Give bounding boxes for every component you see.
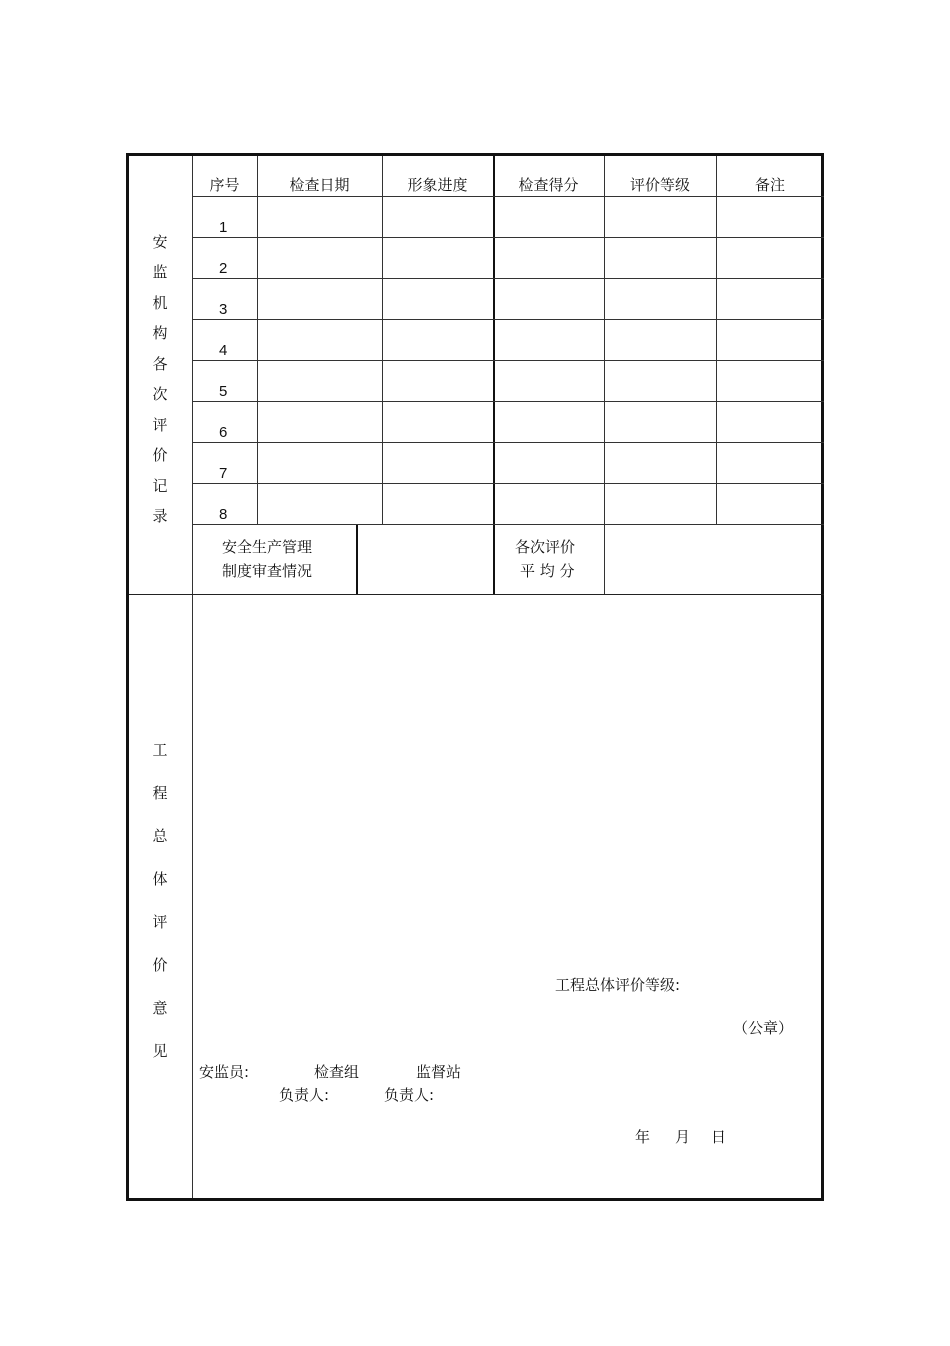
header-remark: 备注 [754, 176, 785, 194]
opinion-side-char: 体 [152, 870, 168, 888]
record-side-char: 监 [152, 263, 168, 281]
date-day: 日 [711, 1128, 727, 1146]
opinion-side-char: 总 [152, 827, 168, 845]
opinion-side-char: 意 [152, 999, 168, 1017]
row-line-7 [192, 483, 824, 484]
record-side-char: 各 [152, 355, 168, 373]
record-side-char: 次 [152, 385, 168, 403]
station-label-line1: 监督站 [416, 1063, 462, 1081]
overall-grade-label: 工程总体评价等级: [555, 976, 681, 994]
station-label-line2: 负责人: [384, 1086, 435, 1104]
row-line-4 [192, 360, 824, 361]
row-line-3 [192, 319, 824, 320]
row-number: 5 [219, 383, 228, 400]
opinion-side-char: 评 [152, 913, 168, 931]
record-side-char: 评 [152, 416, 168, 434]
row-number: 6 [219, 424, 228, 441]
row-number: 4 [219, 342, 228, 359]
record-side-char: 价 [152, 446, 168, 464]
header-bottom-line [192, 196, 824, 197]
header-progress: 形象进度 [407, 176, 468, 194]
row-line-2 [192, 278, 824, 279]
row-number: 1 [219, 219, 228, 236]
row-line-6 [192, 442, 824, 443]
date-month: 月 [675, 1128, 691, 1146]
avg-label-line2: 平 均 分 [520, 562, 575, 580]
label-column-divider [192, 156, 193, 1198]
header-seq: 序号 [209, 176, 240, 194]
col-divider-seq [257, 156, 258, 524]
record-side-char: 构 [152, 324, 168, 342]
record-side-char: 记 [152, 477, 168, 495]
record-side-char: 录 [152, 507, 168, 525]
col-divider-date [382, 156, 383, 524]
mgmt-label-line2: 制度审查情况 [222, 562, 313, 580]
group-label-line1: 检查组 [314, 1063, 360, 1081]
rows-bottom-line [192, 524, 824, 525]
mgmt-label-line1: 安全生产管理 [222, 538, 313, 556]
opinion-side-char: 见 [152, 1042, 168, 1060]
col-divider-progress [493, 156, 495, 594]
row-number: 2 [219, 260, 228, 277]
col-divider-grade [716, 156, 717, 524]
row-line-5 [192, 401, 824, 402]
record-side-char: 安 [152, 233, 168, 251]
header-score: 检查得分 [518, 176, 579, 194]
date-year: 年 [635, 1128, 651, 1146]
avg-label-line1: 各次评价 [515, 538, 576, 556]
row-number: 8 [219, 506, 228, 523]
row-number: 3 [219, 301, 228, 318]
row-line-1 [192, 237, 824, 238]
section-divider [129, 594, 824, 595]
record-side-char: 机 [152, 294, 168, 312]
opinion-side-char: 程 [152, 784, 168, 802]
seal-label: （公章） [733, 1019, 794, 1037]
col-divider-score [604, 156, 605, 594]
opinion-side-char: 价 [152, 956, 168, 974]
header-date: 检查日期 [289, 176, 350, 194]
mgmt-divider [356, 524, 358, 594]
group-label-line2: 负责人: [279, 1086, 330, 1104]
header-grade: 评价等级 [629, 176, 690, 194]
opinion-side-char: 工 [152, 741, 168, 759]
evaluation-form [126, 153, 824, 1201]
row-number: 7 [219, 465, 228, 482]
inspector-label: 安监员: [199, 1063, 250, 1081]
